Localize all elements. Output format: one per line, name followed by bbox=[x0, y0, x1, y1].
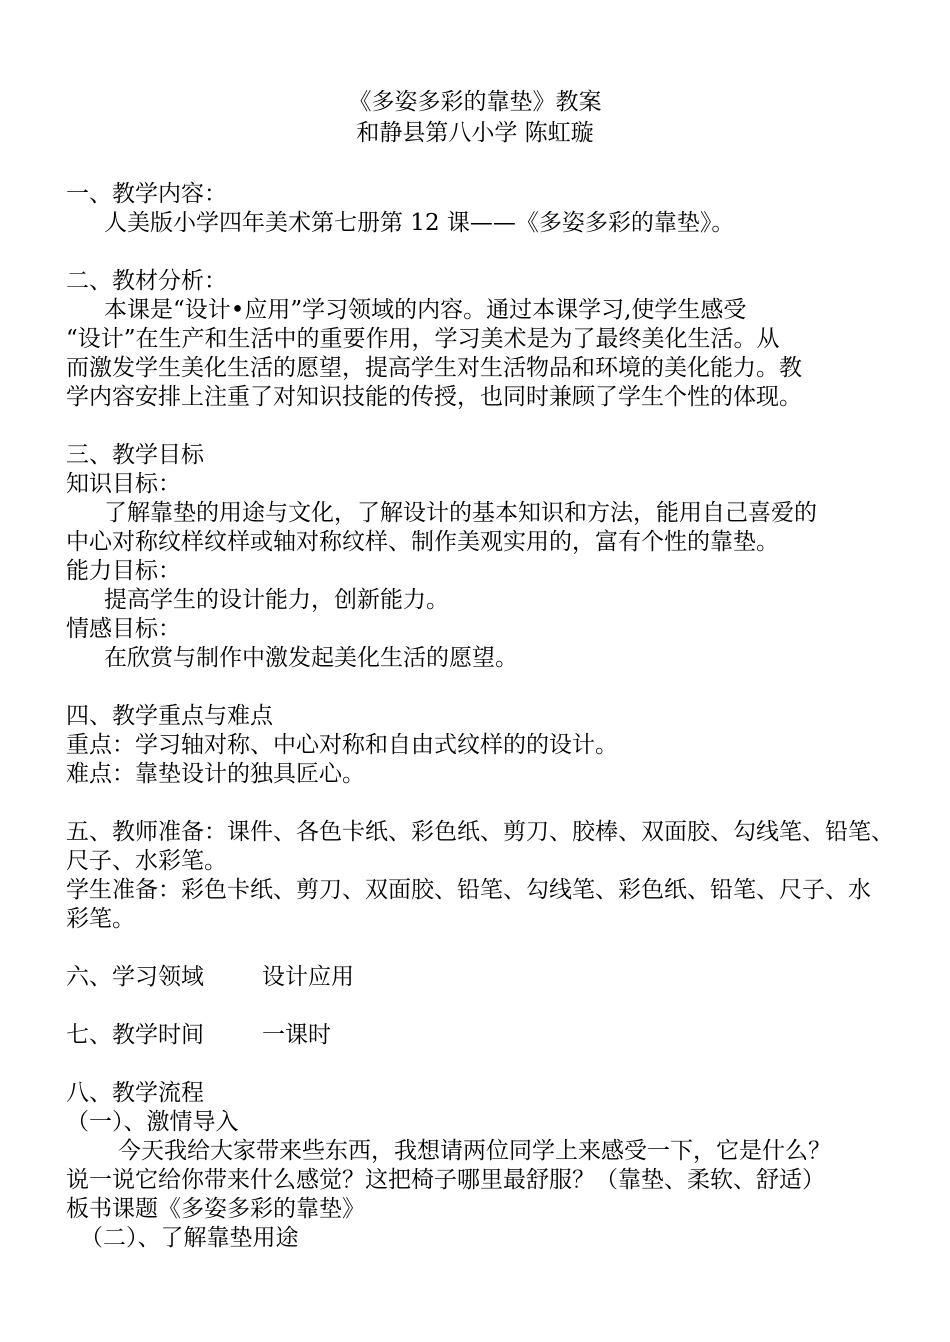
document-title: 《多姿多彩的靠垫》教案 bbox=[348, 89, 602, 115]
paragraph-content: 人美版小学四年美术第七册第 12 课——《多姿多彩的靠垫》。 bbox=[104, 210, 735, 236]
paragraph-analysis-line: 学内容安排上注重了对知识技能的传授，也同时兼顾了学生个性的体现。 bbox=[66, 384, 802, 410]
paragraph-intro-line: 板书课题《多姿多彩的靠垫》 bbox=[66, 1196, 365, 1222]
paragraph-knowledge-line: 了解靠垫的用途与文化，了解设计的基本知识和方法，能用自己喜爱的 bbox=[104, 500, 817, 526]
domain-value: 设计应用 bbox=[262, 964, 354, 990]
section-heading-content: 一、教学内容： bbox=[66, 181, 227, 207]
teacher-preparation-line: 五、教师准备：课件、各色卡纸、彩色纸、剪刀、胶棒、双面胶、勾线笔、铅笔、 bbox=[66, 819, 894, 845]
paragraph-ability: 提高学生的设计能力，创新能力。 bbox=[104, 587, 449, 613]
paragraph-analysis-line: 而激发学生美化生活的愿望，提高学生对生活物品和环境的美化能力。教 bbox=[66, 355, 802, 381]
time-value: 一课时 bbox=[262, 1022, 331, 1048]
paragraph-intro-line: 今天我给大家带来些东西，我想请两位同学上来感受一下，它是什么？ bbox=[118, 1138, 831, 1164]
subsection-heading-usage: （二）、了解靠垫用途 bbox=[80, 1225, 299, 1251]
paragraph-knowledge-line: 中心对称纹样纹样或轴对称纹样、制作美观实用的，富有个性的靠垫。 bbox=[66, 529, 779, 555]
paragraph-emotion: 在欣赏与制作中激发起美化生活的愿望。 bbox=[104, 645, 518, 671]
paragraph-analysis-line: 本课是“设计•应用”学习领域的内容。通过本课学习,使学生感受 bbox=[104, 297, 747, 323]
difficult-point: 难点：靠垫设计的独具匠心。 bbox=[66, 761, 365, 787]
section-heading-domain: 六、学习领域 bbox=[66, 964, 204, 990]
student-preparation-line: 学生准备：彩色卡纸、剪刀、双面胶、铅笔、勾线笔、彩色纸、铅笔、尺子、水 bbox=[66, 877, 871, 903]
label-knowledge-goal: 知识目标： bbox=[66, 471, 181, 497]
section-heading-time: 七、教学时间 bbox=[66, 1022, 204, 1048]
label-emotion-goal: 情感目标： bbox=[66, 616, 181, 642]
label-ability-goal: 能力目标： bbox=[66, 558, 181, 584]
section-heading-analysis: 二、教材分析： bbox=[66, 268, 227, 294]
document-author: 和静县第八小学 陈虹璇 bbox=[356, 120, 594, 146]
paragraph-intro-line: 说一说它给你带来什么感觉？这把椅子哪里最舒服？（靠垫、柔软、舒适） bbox=[66, 1167, 825, 1193]
section-heading-process: 八、教学流程 bbox=[66, 1080, 204, 1106]
teacher-preparation-line: 尺子、水彩笔。 bbox=[66, 848, 227, 874]
student-preparation-line: 彩笔。 bbox=[66, 906, 135, 932]
section-heading-goals: 三、教学目标 bbox=[66, 442, 204, 468]
key-point: 重点：学习轴对称、中心对称和自由式纹样的的设计。 bbox=[66, 732, 618, 758]
subsection-heading-intro: （一）、激情导入 bbox=[66, 1109, 239, 1135]
paragraph-analysis-line: “设计”在生产和生活中的重要作用，学习美术是为了最终美化生活。从 bbox=[66, 326, 780, 352]
section-heading-key-points: 四、教学重点与难点 bbox=[66, 703, 273, 729]
